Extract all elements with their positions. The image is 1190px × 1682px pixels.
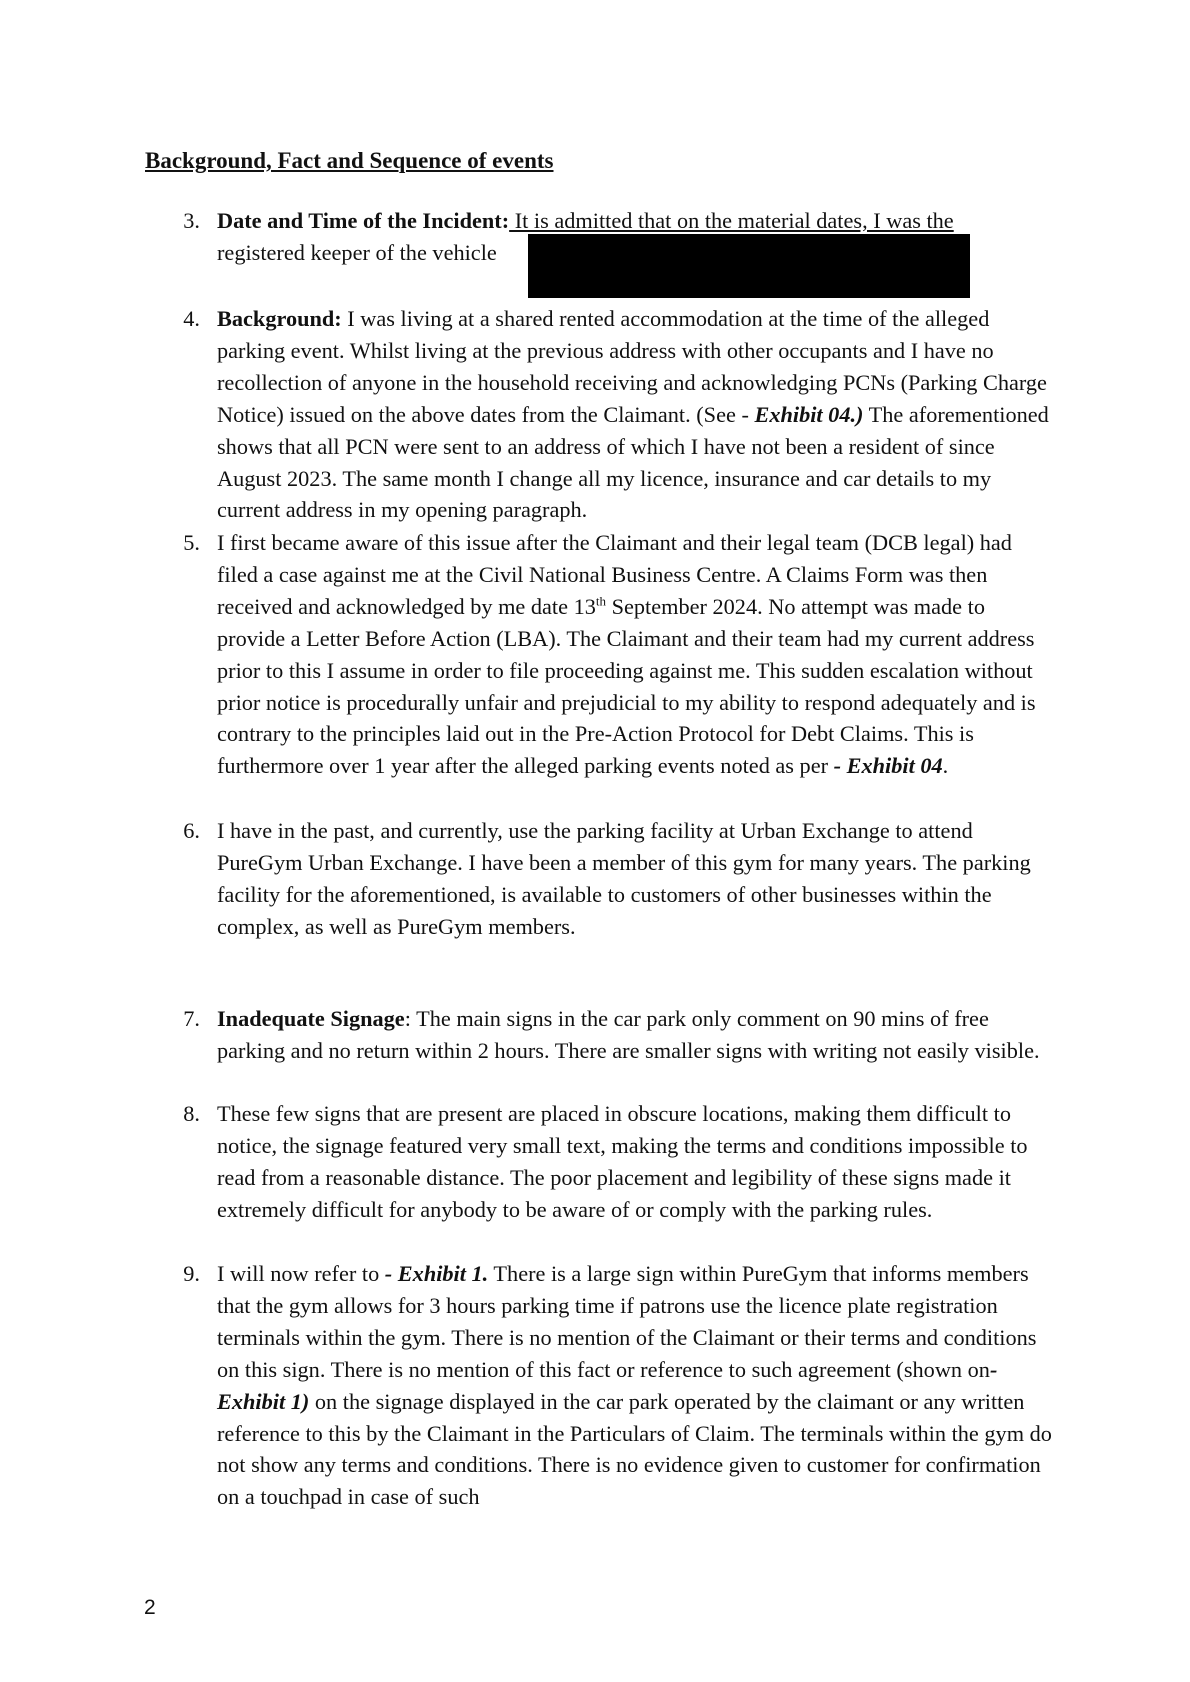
paragraph-number: 3. [183, 208, 200, 233]
paragraph-number: 7. [183, 1006, 200, 1031]
exhibit-reference: - Exhibit 1) [217, 1356, 998, 1414]
text-segment: I first became aware of this issue after the Claimant and their legal team (DCB legal) had filed a case against me at the Civil National Business Centre. A Claims Form was then received and acknowledged by me date 13 [217, 530, 1012, 619]
text-segment: registered keeper of the vehicle [217, 239, 497, 265]
paragraph-number: 6. [183, 818, 200, 843]
paragraph-text [217, 1258, 1057, 1513]
paragraph-number: 4. [183, 306, 200, 331]
paragraph-text: These few signs that are present are placed in obscure locations, making them difficult to notice, the signage featured very small text, making the terms and conditions impossible to read from a reasonable distance. The poor placement and legibility of these signs made it extremely difficult for anybody to be aware of or comply with the parking rules. [217, 1101, 1028, 1222]
redaction-box [528, 234, 970, 298]
text-segment: The aforementioned shows that all PCN were sent to an address of which I have not been a resident of since August 2023. The same month I change all my licence, insurance and car details to my current address in my opening paragraph. [217, 401, 1049, 523]
exhibit-reference: - Exhibit 1. [384, 1261, 489, 1286]
paragraph-text [217, 527, 1057, 782]
exhibit-reference: - Exhibit 04 [833, 753, 943, 779]
text-segment: There is a large sign within PureGym that informs members that the gym allows for 3 hours parking time if patrons use the licence plate registration terminals within the gym. There is no mention of the Claimant or their terms and conditions on this sign. There is no mention of this fact or reference to such agreement (shown on [217, 1261, 1037, 1382]
paragraph-lead: Background: [217, 306, 342, 331]
exhibit-reference: Exhibit 04.) [754, 401, 864, 427]
paragraph-lead: Inadequate Signage [217, 1006, 405, 1031]
text-segment: on the signage displayed in the car park operated by the claimant or any written reference to this by the Claimant in the Particulars of Claim. The terminals within the gym do not show any terms and conditions. There is no evidence given to customer for confirmation on a touchpad in case of such [217, 1388, 1052, 1510]
section-heading: Background, Fact and Sequence of events [145, 148, 554, 173]
paragraph-text: I have in the past, and currently, use the parking facility at Urban Exchange to attend PureGym Urban Exchange. I have been a member of this gym for many years. The parking facility for the aforementioned, is available to customers of other businesses within the complex, as well as PureGym members. [217, 818, 1031, 939]
paragraph-text [217, 303, 1057, 526]
superscript: th [595, 593, 607, 609]
text-segment: September 2024. No attempt was made to provide a Letter Before Action (LBA). The Claimant and their team had my current address prior to this I assume in order to file proceeding against me. This sudden escalation without prior notice is procedurally unfair and prejudicial to my ability to respond adequately and is contrary to the principles laid out in the Pre-Action Protocol for Debt Claims. This is furthermore over 1 year after the alleged parking events noted as per [217, 593, 1036, 779]
underlined-text: It is admitted that on the material dates, I was the [509, 208, 954, 233]
paragraph-number: 5. [183, 530, 200, 555]
text-segment: : The main signs in the car park only comment on 90 mins of free parking and no return within 2 hours. There are smaller signs with writing not easily visible. [217, 1006, 1040, 1063]
page-number: 2 [144, 1596, 156, 1619]
paragraph-text [217, 1003, 1057, 1067]
text-segment: . [942, 753, 949, 779]
paragraph-number: 9. [183, 1261, 200, 1286]
paragraph-number: 8. [183, 1101, 200, 1126]
text-segment: I was living at a shared rented accommodation at the time of the alleged parking event. Whilst living at the previous address with other occupants and I have no recollection of anyone in the household receiving and acknowledging PCNs (Parking Charge Notice) issued on the above dates from the Claimant. (See - [217, 306, 1047, 427]
paragraph-lead: Date and Time of the Incident: [217, 208, 510, 233]
text-segment: I will now refer to [217, 1261, 385, 1286]
